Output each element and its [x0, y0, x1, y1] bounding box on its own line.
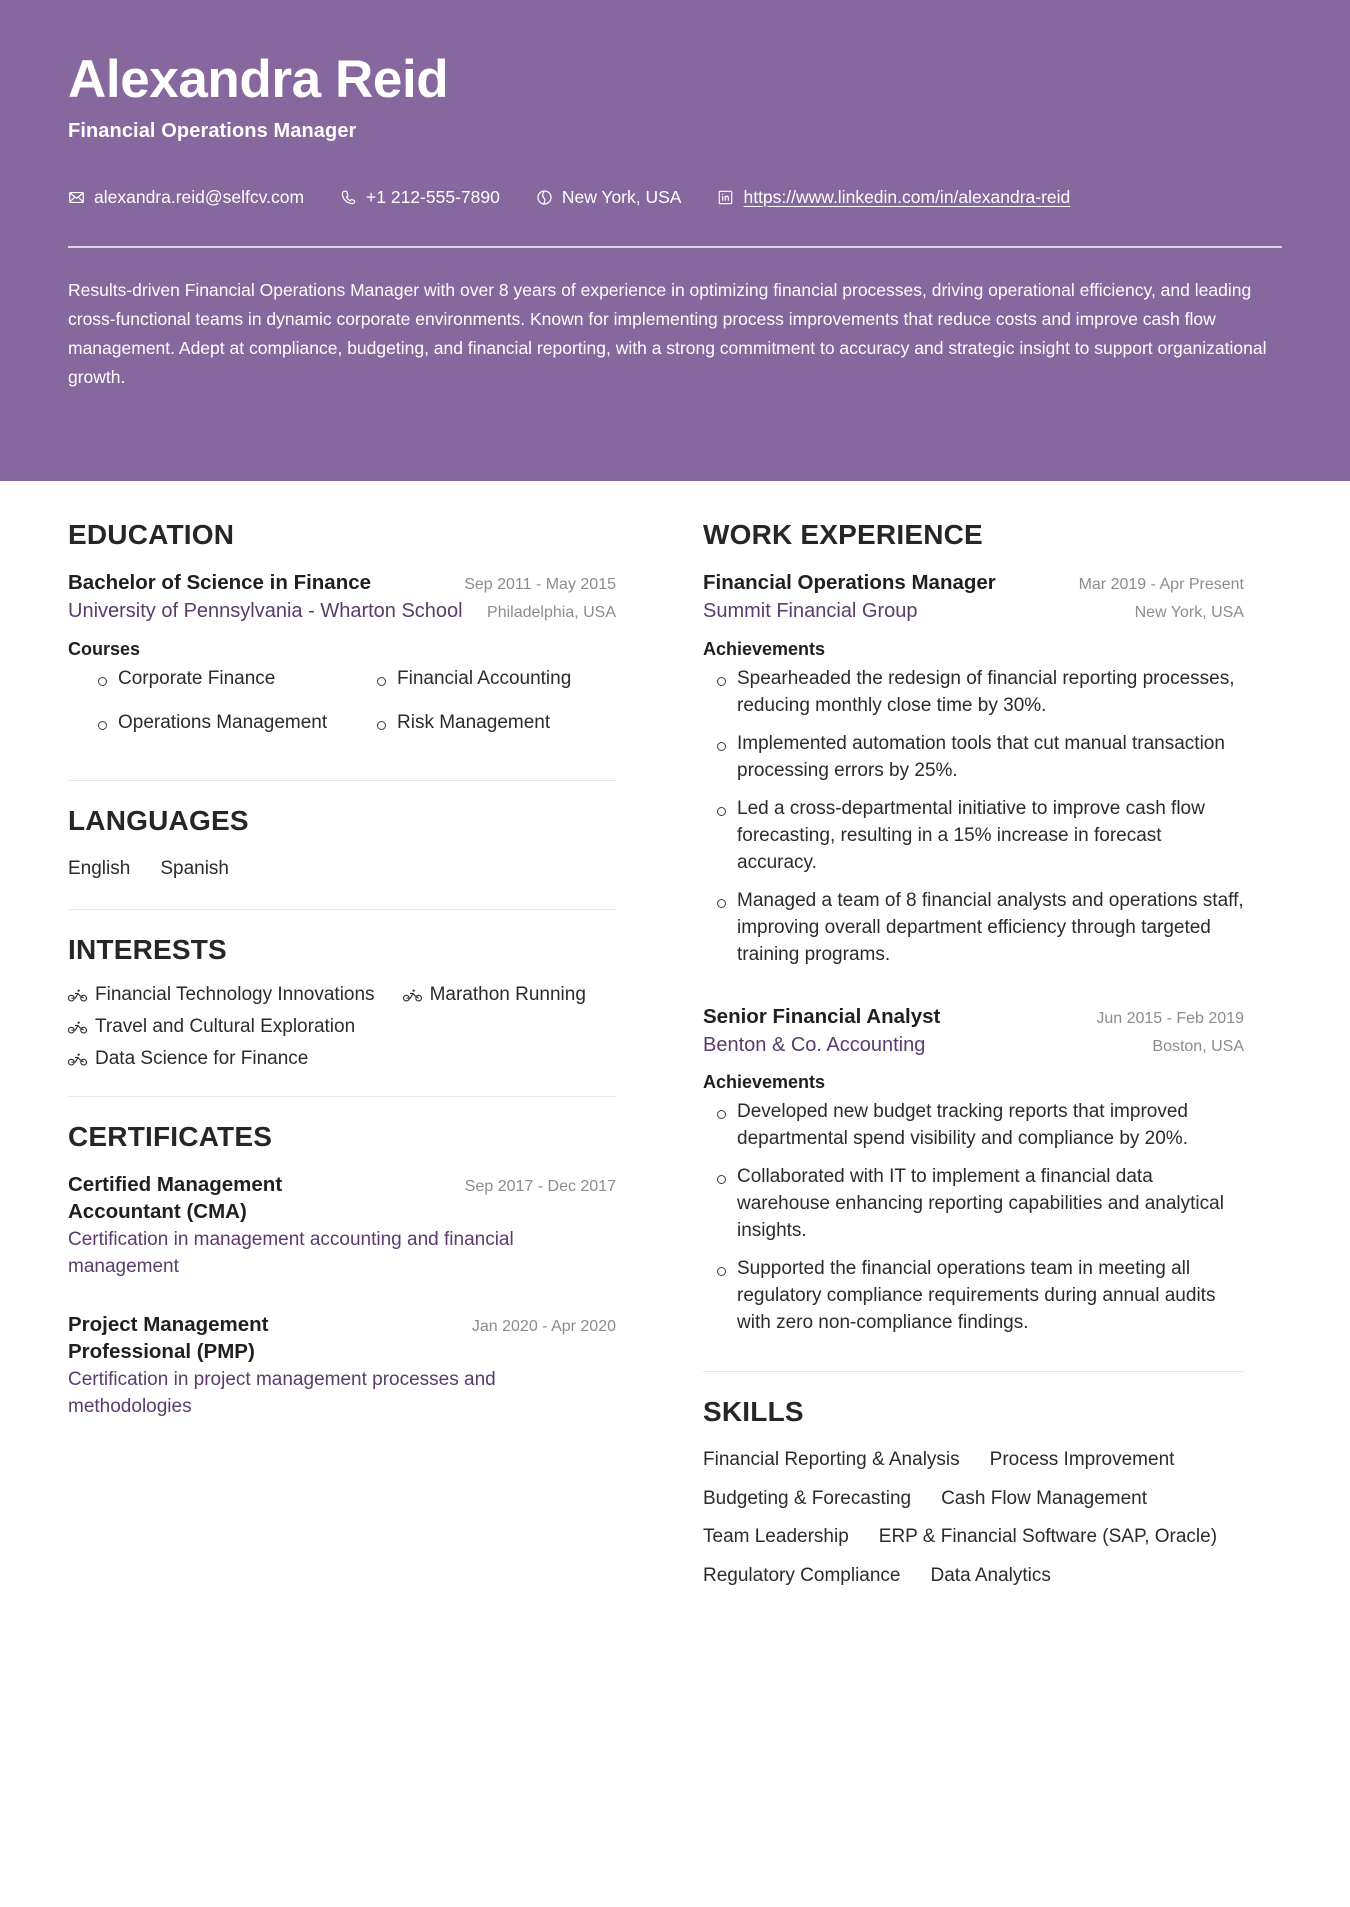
- achievement-item: Managed a team of 8 financial analysts and operations staff, improving overall department efficiency through targeted training programs.: [703, 888, 1244, 969]
- certificate-entry: [68, 1311, 616, 1421]
- skill-item: Process Improvement: [989, 1449, 1175, 1471]
- language-item: Spanish: [160, 857, 229, 879]
- bicycle-icon: [403, 988, 422, 1003]
- skill-item: ERP & Financial Software (SAP, Oracle): [878, 1526, 1218, 1548]
- job-location: Boston, USA: [1152, 1037, 1244, 1055]
- certificate-description: Certification in project management processes and methodologies: [68, 1369, 496, 1418]
- language-item: English: [68, 857, 131, 879]
- contact-phone-label: +1 212-555-7890: [366, 186, 500, 207]
- interests-heading: INTERESTS: [68, 934, 227, 966]
- interest-label: Marathon Running: [429, 984, 586, 1006]
- course-item: Corporate Finance: [68, 666, 337, 693]
- contact-location-label: New York, USA: [561, 186, 682, 207]
- achievement-item: Implemented automation tools that cut manual transaction processing errors by 25%.: [703, 731, 1244, 785]
- work-experience-entry: [703, 1003, 1244, 1338]
- skill-item: Regulatory Compliance: [703, 1564, 901, 1586]
- contact-linkedin-link[interactable]: https://www.linkedin.com/in/alexandra-reid: [743, 186, 1071, 207]
- achievement-item: Spearheaded the redesign of financial reporting processes, reducing monthly close time by 30%.: [703, 666, 1244, 720]
- achievement-item: Supported the financial operations team in meeting all regulatory compliance requirements during annual audits with zero non-compliance findings.: [703, 1256, 1244, 1337]
- education-heading: EDUCATION: [68, 519, 235, 550]
- interest-label: Financial Technology Innovations: [95, 984, 375, 1006]
- education-entry: [68, 569, 616, 754]
- interests-list: [68, 984, 616, 1070]
- achievements-list: [703, 1099, 1244, 1337]
- work-experience-entry: [703, 569, 1244, 969]
- contact-email: [68, 187, 304, 208]
- skill-item: Financial Reporting & Analysis: [703, 1449, 960, 1471]
- work-experience-heading: WORK EXPERIENCE: [703, 519, 983, 550]
- achievements-label: Achievements: [703, 1072, 826, 1093]
- header-job-title: Financial Operations Manager: [68, 119, 357, 142]
- divider-languages-interests: [68, 909, 616, 910]
- courses-label: Courses: [68, 638, 141, 659]
- certificates-heading: CERTIFICATES: [68, 1121, 273, 1153]
- course-item: Financial Accounting: [347, 666, 616, 693]
- resume-header: [0, 0, 1350, 481]
- skill-item: Budgeting & Forecasting: [703, 1487, 912, 1509]
- skills-heading: SKILLS: [703, 1396, 804, 1428]
- achievements-label: Achievements: [703, 638, 826, 659]
- header-divider: [68, 246, 1282, 248]
- skill-item: Cash Flow Management: [941, 1487, 1148, 1509]
- interest-item: [68, 1048, 308, 1070]
- section-work-experience: [703, 519, 1244, 1337]
- contact-linkedin[interactable]: [717, 187, 1070, 208]
- certificate-title: Certified Management Accountant (CMA): [68, 1173, 283, 1224]
- linkedin-icon: [717, 189, 734, 206]
- achievement-item: Led a cross-departmental initiative to improve cash flow forecasting, resulting in a 15% increase in forecast accuracy.: [703, 796, 1244, 877]
- section-certificates: [68, 1121, 616, 1421]
- course-item: Operations Management: [68, 710, 337, 737]
- section-interests: [68, 934, 616, 1070]
- education-location: Philadelphia, USA: [487, 604, 616, 622]
- certificate-title: Project Management Professional (PMP): [68, 1313, 269, 1364]
- envelope-icon: [68, 189, 85, 206]
- interest-item: [403, 984, 586, 1006]
- certificate-description: Certification in management accounting and financial management: [68, 1229, 514, 1278]
- right-column: [656, 481, 1244, 1594]
- section-education: [68, 519, 616, 754]
- education-degree: Bachelor of Science in Finance: [68, 571, 372, 594]
- education-dates: Sep 2011 - May 2015: [464, 576, 616, 593]
- bicycle-icon: [68, 1052, 87, 1067]
- achievement-item: Developed new budget tracking reports that improved departmental spend visibility and compliance by 20%.: [703, 1099, 1244, 1153]
- divider-experience-skills: [703, 1371, 1244, 1372]
- certificate-dates: Jan 2020 - Apr 2020: [471, 1318, 616, 1336]
- professional-summary: Results-driven Financial Operations Manager with over 8 years of experience in optimizing financial processes, driving operational efficiency, and leading cross-functional teams in dynamic corporate environments. Known for implementing process improvements that reduce costs and improve cash flow management. Adept at compliance, budgeting, and financial reporting, with a strong commitment to accuracy and strategic insight to support organizational growth.: [68, 279, 1267, 387]
- job-location: New York, USA: [1134, 604, 1244, 622]
- job-dates: Mar 2019 - Apr Present: [1078, 576, 1244, 593]
- skill-item: Data Analytics: [930, 1564, 1051, 1586]
- contact-phone: [340, 187, 500, 208]
- interest-item: [68, 984, 375, 1006]
- languages-list: [68, 855, 616, 884]
- languages-heading: LANGUAGES: [68, 804, 249, 836]
- contact-row: [68, 187, 1282, 208]
- job-company: Benton & Co. Accounting: [703, 1033, 926, 1056]
- course-item: Risk Management: [347, 710, 616, 737]
- job-role: Senior Financial Analyst: [703, 1004, 941, 1028]
- left-column: [68, 481, 656, 1451]
- interest-label: Data Science for Finance: [95, 1048, 309, 1070]
- section-languages: [68, 805, 616, 884]
- bicycle-icon: [68, 1020, 87, 1035]
- job-dates: Jun 2015 - Feb 2019: [1096, 1009, 1244, 1027]
- section-skills: [703, 1396, 1244, 1590]
- skill-item: Team Leadership: [703, 1526, 849, 1548]
- skills-list: [703, 1446, 1244, 1590]
- location-pin-icon: [536, 189, 553, 206]
- achievements-list: [703, 666, 1244, 969]
- job-role: Financial Operations Manager: [703, 571, 996, 594]
- interest-label: Travel and Cultural Exploration: [95, 1016, 356, 1038]
- bicycle-icon: [68, 988, 87, 1003]
- interest-item: [68, 1016, 355, 1038]
- divider-education-languages: [68, 780, 616, 781]
- contact-location: [536, 187, 682, 208]
- achievement-item: Collaborated with IT to implement a financial data warehouse enhancing reporting capabilities and analytical insights.: [703, 1164, 1244, 1245]
- divider-interests-certificates: [68, 1096, 616, 1097]
- contact-email-label: alexandra.reid@selfcv.com: [94, 186, 305, 207]
- courses-list: [68, 666, 616, 754]
- resume-body: [0, 481, 1350, 1594]
- education-school: University of Pennsylvania - Wharton School: [68, 600, 463, 623]
- job-company: Summit Financial Group: [703, 600, 918, 623]
- certificate-dates: Sep 2017 - Dec 2017: [464, 1178, 616, 1196]
- certificate-entry: [68, 1171, 616, 1281]
- page-title: Alexandra Reid: [68, 50, 449, 109]
- phone-icon: [340, 189, 357, 206]
